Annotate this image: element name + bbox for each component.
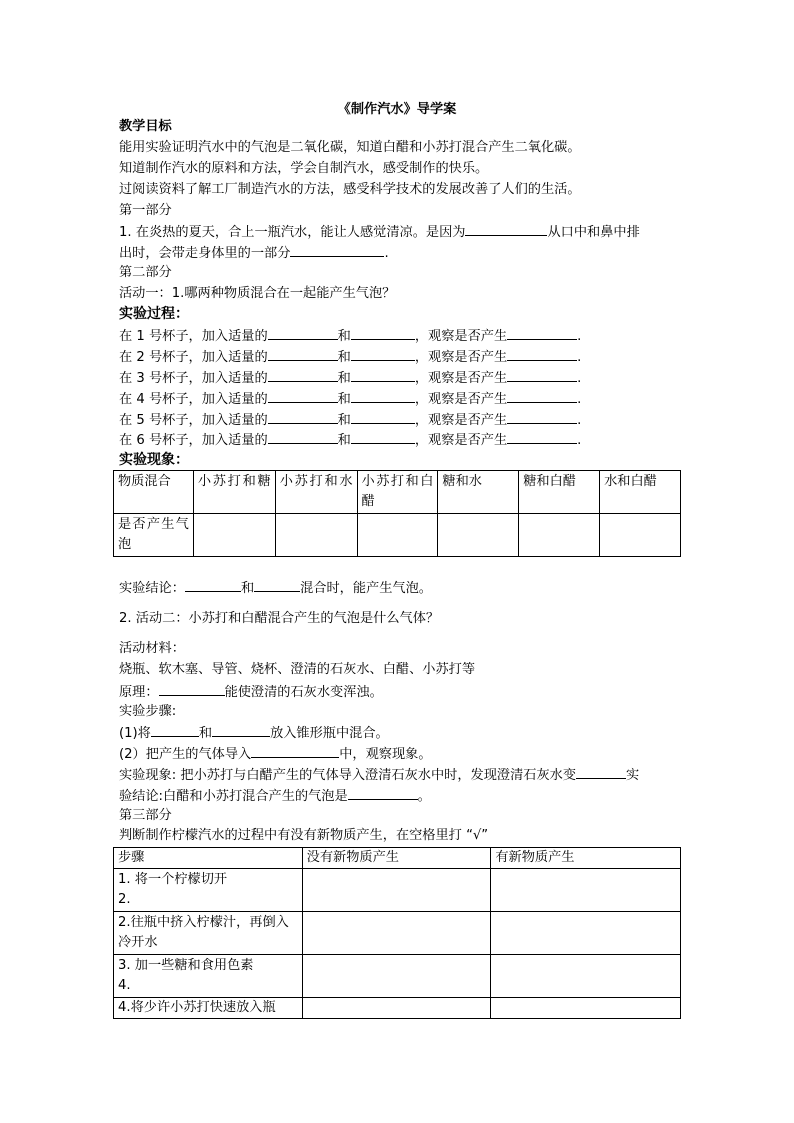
step-text: (1)将 <box>119 726 151 741</box>
cup-end: . <box>577 350 582 365</box>
cup-end: . <box>577 329 582 344</box>
cup-text: 在 6 号杯子，加入适量的 <box>119 433 268 448</box>
objective-item: 能用实验证明汽水中的气泡是二氧化碳，知道白醋和小苏打混合产生二氧化碳。 <box>119 140 581 155</box>
answer-blank[interactable] <box>268 429 338 444</box>
cup-end: . <box>577 371 582 386</box>
step-2-line <box>119 743 432 765</box>
cup-line <box>119 409 581 431</box>
step-text: 2.往瓶中挤入柠檬汁，再倒入 <box>118 915 289 930</box>
answer-cell[interactable] <box>302 912 491 955</box>
step-text: 和 <box>198 726 213 741</box>
table-header-row <box>114 848 681 869</box>
part3-heading: 第三部分 <box>119 808 172 823</box>
process-heading: 实验过程： <box>119 306 189 322</box>
conclusion-line <box>119 577 432 599</box>
table-header-cell: 没有新物质产生 <box>302 848 491 869</box>
table-header-row <box>114 471 681 514</box>
step-text: 中，观察现象。 <box>339 747 432 762</box>
step-cell <box>114 998 303 1019</box>
cup-and: 和 <box>337 433 351 448</box>
step-text: 放入锥形瓶中混合。 <box>270 726 389 741</box>
cup-text: 在 1 号杯子，加入适量的 <box>119 329 268 344</box>
cup-text: 在 5 号杯子，加入适量的 <box>119 413 268 428</box>
answer-cell[interactable] <box>275 514 357 557</box>
answer-blank[interactable] <box>507 409 577 424</box>
table-row <box>114 912 681 955</box>
objective-item: 过阅读资料了解工厂制造汽水的方法，感受科学技术的发展改善了人们的生活。 <box>119 182 581 197</box>
conclusion-text: 实验结论： <box>119 581 185 596</box>
cup-observe: ，观察是否产生 <box>414 371 508 386</box>
lemon-soda-table <box>113 847 681 1019</box>
step-text: 2. <box>118 892 131 907</box>
step-text: (2）把产生的气体导入 <box>119 747 252 762</box>
cup-and: 和 <box>337 371 351 386</box>
question-1-line-2 <box>119 242 389 264</box>
phenomenon-text: 实验现象: 把小苏打与白醋产生的气体导入澄清石灰水中时，发现澄清石灰水变 <box>119 768 577 783</box>
answer-blank[interactable] <box>507 388 577 403</box>
row-label: 是否产生气泡 <box>114 514 194 557</box>
cup-line <box>119 367 581 389</box>
answer-blank[interactable] <box>507 367 577 382</box>
table-header-cell: 小苏打和白醋 <box>357 471 438 514</box>
answer-cell[interactable] <box>491 955 681 998</box>
step-cell <box>114 955 303 998</box>
answer-cell[interactable] <box>491 912 681 955</box>
answer-blank[interactable] <box>290 242 384 257</box>
answer-cell[interactable] <box>438 514 519 557</box>
table-header-cell: 糖和白醋 <box>519 471 600 514</box>
answer-cell[interactable] <box>302 869 491 912</box>
cup-text: 在 4 号杯子，加入适量的 <box>119 392 268 407</box>
step-cell <box>114 869 303 912</box>
cup-and: 和 <box>337 413 351 428</box>
cup-observe: ，观察是否产生 <box>414 350 508 365</box>
table-header-cell: 有新物质产生 <box>491 848 681 869</box>
answer-cell[interactable] <box>302 998 491 1019</box>
answer-blank[interactable] <box>351 346 415 361</box>
question-1-text: . <box>384 246 389 261</box>
answer-blank[interactable] <box>351 429 415 444</box>
materials-list: 烧瓶、软木塞、导管、烧杯、澄清的石灰水、白醋、小苏打等 <box>119 662 476 677</box>
cup-line <box>119 325 581 347</box>
question-1-text: 从口中和鼻中排 <box>547 225 640 240</box>
table-header-cell: 小苏打和水 <box>275 471 357 514</box>
table-header-cell: 步骤 <box>114 848 303 869</box>
table-header-cell: 小苏打和糖 <box>193 471 275 514</box>
answer-blank[interactable] <box>351 325 415 340</box>
conclusion-text: 验结论:白醋和小苏打混合产生的气泡是 <box>119 789 348 804</box>
cup-and: 和 <box>337 392 351 407</box>
steps-heading: 实验步骤: <box>119 704 177 719</box>
principle-text: 能使澄清的石灰水变浑浊。 <box>224 685 383 700</box>
answer-blank[interactable] <box>507 429 577 444</box>
answer-blank[interactable] <box>576 764 626 779</box>
principle-line <box>119 681 383 703</box>
phenomenon-table <box>113 470 681 557</box>
question-1-text: 出时，会带走身体里的一部分 <box>119 246 291 261</box>
table-row <box>114 998 681 1019</box>
answer-cell[interactable] <box>302 955 491 998</box>
conclusion-text: 。 <box>417 789 431 804</box>
answer-blank[interactable] <box>268 346 338 361</box>
cup-line <box>119 388 581 410</box>
cup-and: 和 <box>337 329 351 344</box>
cup-end: . <box>577 392 582 407</box>
answer-blank[interactable] <box>212 722 270 737</box>
answer-cell[interactable] <box>193 514 275 557</box>
answer-blank[interactable] <box>465 221 547 236</box>
cup-observe: ，观察是否产生 <box>414 433 508 448</box>
step-text: 4.将少许小苏打快速放入瓶 <box>118 1000 276 1015</box>
step-text: 1. 将一个柠檬切开 <box>118 872 228 887</box>
answer-cell[interactable] <box>600 514 681 557</box>
question-1-text: 1. 在炎热的夏天，合上一瓶汽水，能让人感觉清凉。是因为 <box>119 225 466 240</box>
phenomenon-heading: 实验现象： <box>119 452 189 468</box>
cup-observe: ，观察是否产生 <box>414 329 508 344</box>
table-header-cell: 水和白醋 <box>600 471 681 514</box>
step-text: 3. 加一些糖和食用色素 <box>118 958 254 973</box>
answer-blank[interactable] <box>268 367 338 382</box>
cup-end: . <box>577 433 582 448</box>
answer-blank[interactable] <box>268 325 338 340</box>
principle-text: 原理： <box>119 685 159 700</box>
objectives-heading: 教学目标 <box>119 119 172 134</box>
cup-line <box>119 346 581 368</box>
step-text: 冷开水 <box>118 935 158 950</box>
answer-blank[interactable] <box>251 743 339 758</box>
phenomenon-line <box>119 764 639 786</box>
cup-end: . <box>577 413 582 428</box>
step-text: 4. <box>118 978 131 993</box>
cup-text: 在 2 号杯子，加入适量的 <box>119 350 268 365</box>
part3-instruction: 判断制作柠檬汽水的过程中有没有新物质产生，在空格里打 “√” <box>119 828 489 843</box>
cup-observe: ，观察是否产生 <box>414 392 508 407</box>
answer-blank[interactable] <box>268 388 338 403</box>
answer-cell[interactable] <box>519 514 600 557</box>
answer-blank[interactable] <box>254 577 300 592</box>
answer-blank[interactable] <box>351 409 415 424</box>
materials-heading: 活动材料： <box>119 641 185 656</box>
question-1-line-1 <box>119 221 640 243</box>
answer-blank[interactable] <box>351 388 415 403</box>
page-title: 《制作汽水》导学案 <box>337 102 457 117</box>
table-row <box>114 514 681 557</box>
answer-blank[interactable] <box>351 367 415 382</box>
answer-blank[interactable] <box>159 681 225 696</box>
answer-cell[interactable] <box>491 869 681 912</box>
part2-heading: 第二部分 <box>119 265 172 280</box>
cup-text: 在 3 号杯子，加入适量的 <box>119 371 268 386</box>
answer-blank[interactable] <box>268 409 338 424</box>
answer-blank[interactable] <box>348 785 418 800</box>
conclusion-2-line <box>119 785 431 807</box>
answer-cell[interactable] <box>357 514 438 557</box>
cup-line <box>119 429 581 451</box>
step-cell <box>114 912 303 955</box>
objective-item: 知道制作汽水的原料和方法，学会自制汽水，感受制作的快乐。 <box>119 161 489 176</box>
conclusion-text: 和 <box>240 581 255 596</box>
activity-2-title: 2. 活动二：小苏打和白醋混合产生的气泡是什么气体？ <box>119 611 440 626</box>
answer-cell[interactable] <box>491 998 681 1019</box>
activity-1-title: 活动一：1.哪两种物质混合在一起能产生气泡？ <box>119 286 396 301</box>
cup-observe: ，观察是否产生 <box>414 413 508 428</box>
table-header-cell: 糖和水 <box>438 471 519 514</box>
part1-heading: 第一部分 <box>119 203 172 218</box>
table-row <box>114 955 681 998</box>
answer-blank[interactable] <box>507 346 577 361</box>
step-1-line <box>119 722 389 744</box>
answer-blank[interactable] <box>185 577 241 592</box>
table-header-cell: 物质混合 <box>114 471 194 514</box>
table-row <box>114 869 681 912</box>
answer-blank[interactable] <box>507 325 577 340</box>
phenomenon-text: 实 <box>626 768 640 783</box>
conclusion-text: 混合时，能产生气泡。 <box>300 581 432 596</box>
answer-blank[interactable] <box>151 722 199 737</box>
cup-and: 和 <box>337 350 351 365</box>
